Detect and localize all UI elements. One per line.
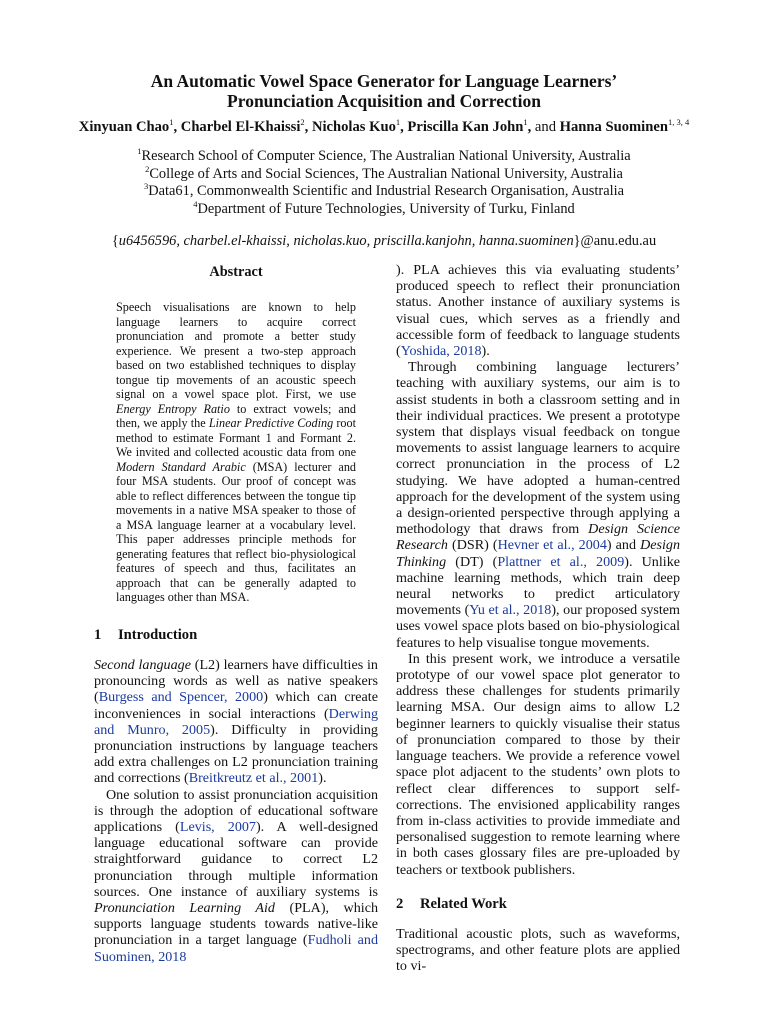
affiliation-mark: 1 xyxy=(137,146,142,156)
body-text: ). Difficulty in providing pronunciation instructions by language teachers add extra challenges on L2 pronunciation training and corrections ( xyxy=(94,721,378,787)
abstract-emphasis: Linear Predictive Coding xyxy=(208,416,334,431)
body-text: ) which can create inconveniences in social interactions ( xyxy=(94,689,378,722)
body-text: (PLA), which supports language students towards native-like pronunciation in a target language ( xyxy=(94,899,379,949)
abstract-text: (MSA) lecturer and four MSA students. Our proof of concept was able to reflect differences between the tongue tip movements in a native MSA speaker to those of a MSA language learner at a vocabulary level. This paper addresses principle methods for generating features that reflect bio-physiological features of speech and thus, facilitates an approach that can be generally adapted to languages other than MSA. xyxy=(116,459,357,605)
author-name: Hanna Suominen xyxy=(559,119,668,135)
author-affil-mark: 1 xyxy=(395,117,401,127)
citation-link[interactable]: Breitkreutz et al., 2001 xyxy=(188,770,319,787)
body-text: One solution to assist pronunciation acquisition is through the adoption of educational software applications ( xyxy=(94,786,378,835)
abstract-text: root method to estimate Formant 1 and Formant 2. We invited and collected acoustic data from one xyxy=(116,416,356,460)
citation-link[interactable]: Hevner et al., 2004 xyxy=(497,537,607,554)
intro-paragraph xyxy=(396,359,680,651)
emphasis: Second language xyxy=(94,656,191,673)
left-column xyxy=(94,262,378,965)
citation-link[interactable]: Fudholi and Suominen, 2018 xyxy=(94,932,378,965)
body-text: ). xyxy=(481,343,490,360)
author-name: Charbel El-Khaissi xyxy=(180,119,301,135)
citation-link[interactable]: Yu et al., 2018 xyxy=(469,602,552,619)
citation-link[interactable]: Derwing and Munro, 2005 xyxy=(94,705,378,738)
right-column xyxy=(396,262,680,975)
section-heading-related-work xyxy=(396,896,680,912)
body-text: (DT) ( xyxy=(446,553,498,570)
author-affil-mark: 1 xyxy=(169,117,174,127)
author-list: Xinyuan Chao$^1$, Charbel El-Khaissi$^2$, Nicholas Kuo$^1$, Priscilla Kan John$^1$, and Hanna Suominen$^{1, 3, 4}$ xyxy=(78,117,690,135)
author-name: Nicholas Kuo xyxy=(311,119,396,135)
title-line-2: Pronunciation Acquisition and Correction xyxy=(227,91,541,111)
title-line-1: An Automatic Vowel Space Generator for Language Learners’ xyxy=(150,71,618,91)
body-text: ). Unlike machine learning methods, which train deep neural networks to predict articulatory movements ( xyxy=(396,553,680,619)
body-text: Through combining language lecturers’ teaching with auxiliary systems, our aim is to assist students in both a classroom setting and in their individual practices. We present a prototype system that displays visual feedback on tongue movements to assist language learners to acquire correct pronunciation in the process of L2 studying. We have adopted a human-centred approach for the development of the system using a design-oriented perspective through applying a methodology that draws from xyxy=(396,359,680,538)
author-affil-mark: 1, 3, 4 xyxy=(667,117,690,127)
affiliation-mark: 4 xyxy=(193,198,198,209)
author-name: Xinyuan Chao xyxy=(78,119,170,135)
abstract-text: Speech visualisations are known to help language learners to acquire correct pronunciation and promote a better study experience. We present a two-step approach based on two established techniques to display tongue tip movements of an acoustic speech signal on a vowel space plot. First, we use xyxy=(116,300,356,402)
body-text: ). PLA achieves this via evaluating students’ produced speech to reflect their pronunciation status. Another instance of auxiliary systems is visual cues, which serves as a friendly and accessible form of feedback to language students ( xyxy=(396,262,680,360)
author-emails xyxy=(30,232,738,250)
affiliation xyxy=(40,198,728,219)
author-name: Priscilla Kan John xyxy=(407,119,524,135)
section-number: 2 xyxy=(396,895,404,912)
affiliation-text: Department of Future Technologies, University of Turku, Finland xyxy=(197,200,575,217)
citation-link[interactable]: Levis, 2007 xyxy=(179,818,256,835)
abstract-body xyxy=(116,300,356,605)
body-text: (DSR) ( xyxy=(447,537,498,554)
body-text: ), our proposed system uses vowel space plots based on bio-physiological features to help visualise tongue movements. xyxy=(396,602,680,651)
citation-link[interactable]: Burgess and Spencer, 2000 xyxy=(98,689,264,706)
author-affil-mark: 2 xyxy=(300,117,305,127)
body-text: ). xyxy=(318,770,327,787)
emails-open-brace: { xyxy=(111,233,119,249)
paper-title xyxy=(40,71,728,111)
intro-paragraph-continued xyxy=(396,262,680,359)
section-title: Related Work xyxy=(420,895,507,912)
section-number: 1 xyxy=(94,626,102,643)
abstract-emphasis: Modern Standard Arabic xyxy=(116,459,246,474)
intro-paragraph xyxy=(94,657,378,787)
affiliation-mark: 2 xyxy=(145,163,150,174)
author-affil-mark: 1 xyxy=(523,117,528,127)
emphasis: Pronunciation Learning Aid xyxy=(94,899,275,916)
abstract-emphasis: Energy Entropy Ratio xyxy=(116,401,230,416)
affiliation-mark: 3 xyxy=(144,181,149,191)
abstract-text: to extract vowels; and then, we apply the xyxy=(116,401,356,431)
affiliation-list xyxy=(40,148,728,218)
related-work-paragraph: Traditional acoustic plots, such as waveforms, spectrograms, and other feature plots are applied to vi- xyxy=(396,925,680,975)
emails-domain: }@anu.edu.au xyxy=(573,233,657,249)
author-conjunction: and xyxy=(534,119,556,135)
affiliation-text: Research School of Computer Science, The Australian National University, Australia xyxy=(141,148,631,164)
section-title: Introduction xyxy=(118,626,198,643)
emphasis: Design Thinking xyxy=(396,537,681,570)
emphasis: Design Science Research xyxy=(396,521,680,554)
emails-list: u6456596, charbel.el-khaissi, nicholas.kuo, priscilla.kanjohn, hanna.suominen xyxy=(118,233,574,249)
section-heading-introduction xyxy=(94,627,378,643)
citation-link[interactable]: Plattner et al., 2009 xyxy=(497,553,625,570)
intro-paragraph: In this present work, we introduce a versatile prototype of our vowel space plot generator to address these challenges for students primarily learning MSA. Our design aims to allow L2 beginner learners to quickly visualise their status of pronunciation compared to those by their language teachers. We provide a reference vowel space plot adjacent to the students’ own plots to reflect clear differences to support self-corrections. The envisioned applicability ranges from in-class activities to provide immediate and personalised suggestion to remote learning where in both cases glossary files are pre-uploaded by teachers or textbook publishers. xyxy=(396,650,680,878)
abstract-heading: Abstract xyxy=(209,264,263,280)
body-text: ). A well-designed language educational software can provide straightforward guidance to correct L2 pronunciation through multiple information sources. One instance of auxiliary systems is xyxy=(94,818,378,900)
affiliation-text: College of Arts and Social Sciences, The Australian National University, Australia xyxy=(149,165,623,182)
affiliation-text: Data61, Commonwealth Scientific and Industrial Research Organisation, Australia xyxy=(148,183,624,199)
body-text: ) and xyxy=(606,537,641,554)
citation-link[interactable]: Yoshida, 2018 xyxy=(400,343,482,360)
affiliation xyxy=(40,183,728,201)
intro-paragraph xyxy=(94,787,378,965)
body-text: (L2) learners have difficulties in pronouncing words as well as native speakers ( xyxy=(94,656,378,706)
affiliation xyxy=(40,148,728,166)
